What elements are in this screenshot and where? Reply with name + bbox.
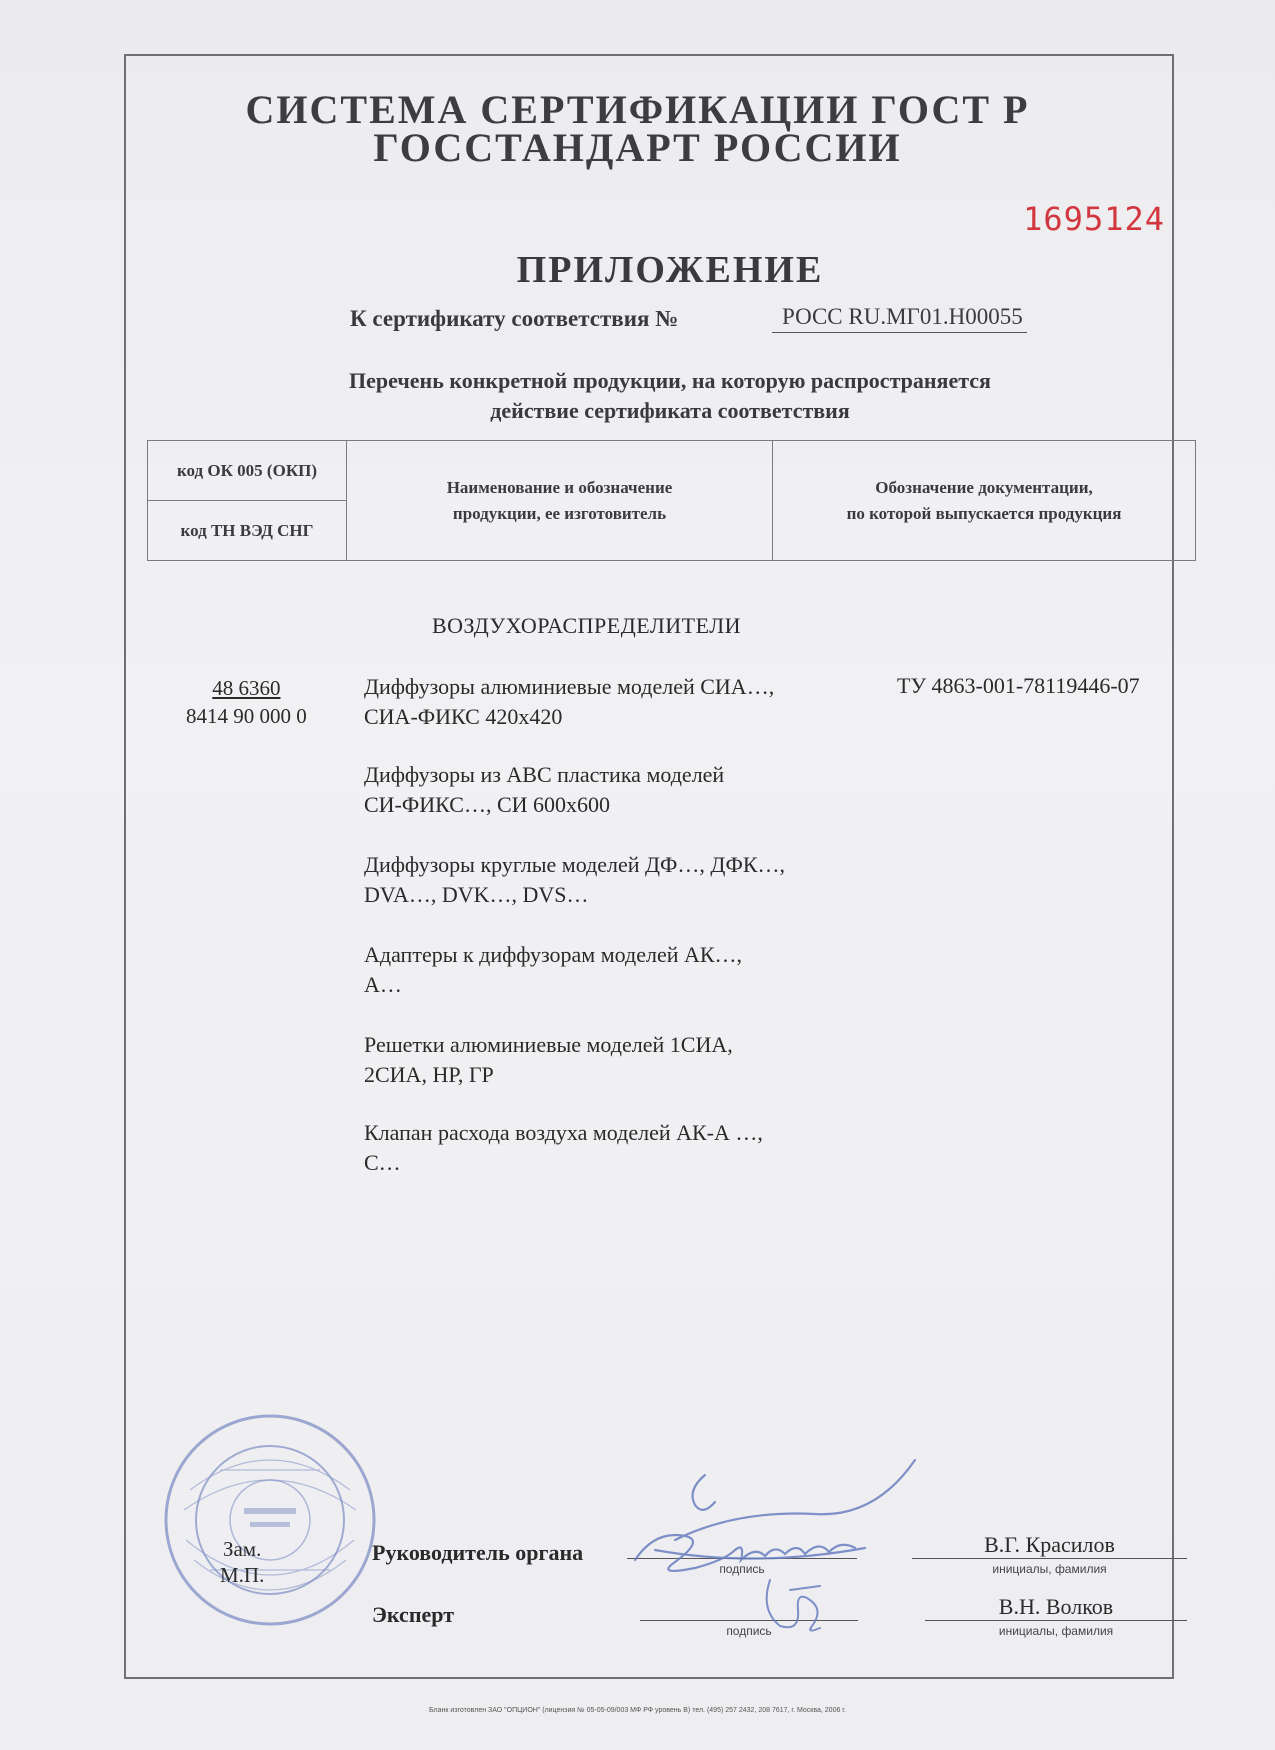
product-item bbox=[364, 940, 884, 1000]
expert-name: В.Н. Волков bbox=[998, 1594, 1114, 1619]
product-item bbox=[364, 850, 884, 910]
product-item-line2: 2СИА, НР, ГР bbox=[364, 1062, 494, 1087]
product-item-line1: Диффузоры круглые моделей ДФ…, ДФК…, bbox=[364, 852, 785, 877]
product-item-line2: DVA…, DVK…, DVS… bbox=[364, 882, 589, 907]
stamp-place-line1: Зам. bbox=[222, 1537, 262, 1561]
stamp-place-line2: М.П. bbox=[220, 1563, 265, 1587]
product-item-line1: Решетки алюминиевые моделей 1СИА, bbox=[364, 1032, 733, 1057]
subtitle-line-1: Перечень конкретной продукции, на которую распространяется bbox=[349, 368, 991, 393]
product-item-line2: СИА-ФИКС 420х420 bbox=[364, 704, 563, 729]
product-item-line1: Диффузоры алюминиевые моделей СИА…, bbox=[364, 674, 775, 699]
certificate-label: К сертификату соответствия № bbox=[350, 306, 679, 331]
product-item-line1: Адаптеры к диффузорам моделей АК…, bbox=[364, 942, 743, 967]
code-tnved-value: 8414 90 000 0 bbox=[186, 704, 307, 728]
expert-name-line bbox=[925, 1620, 1187, 1621]
header-code-tnved: код ТН ВЭД СНГ bbox=[148, 501, 347, 561]
code-okp-value: 48 6360 bbox=[212, 676, 281, 700]
product-item-line2: СИ-ФИКС…, СИ 600х600 bbox=[364, 792, 611, 817]
expert-name-caption: инициалы, фамилия bbox=[998, 1624, 1114, 1638]
product-item-line2: С… bbox=[364, 1150, 401, 1175]
product-item-line1: Диффузоры из АВС пластика моделей bbox=[364, 762, 725, 787]
product-item bbox=[364, 760, 884, 820]
header-documentation-line1: Обозначение документации, bbox=[875, 477, 1093, 497]
system-title: СИСТЕМА СЕРТИФИКАЦИИ ГОСТ Р bbox=[245, 87, 1030, 132]
header-code-okp: код ОК 005 (ОКП) bbox=[148, 441, 347, 501]
header-product-name-line1: Наименование и обозначение bbox=[446, 477, 673, 497]
product-item bbox=[364, 1030, 884, 1090]
product-item-line1: Клапан расхода воздуха моделей АК-А …, bbox=[364, 1120, 763, 1145]
subtitle-line-2: действие сертификата соответствия bbox=[490, 398, 850, 423]
standard-document: ТУ 4863-001-78119446-07 bbox=[897, 673, 1140, 698]
product-codes bbox=[186, 674, 307, 730]
certificate-number: РОСС RU.МГ01.Н00055 bbox=[772, 304, 1027, 333]
header-product-name-line2: продукции, ее изготовитель bbox=[452, 503, 667, 523]
expert-signature bbox=[750, 1570, 870, 1640]
serial-number: 1695124 bbox=[1023, 200, 1165, 238]
page-title: ПРИЛОЖЕНИЕ bbox=[516, 249, 824, 291]
head-signature-caption: подпись bbox=[719, 1562, 765, 1576]
header-product-name bbox=[347, 441, 773, 561]
head-name: В.Г. Красилов bbox=[984, 1532, 1115, 1557]
authority-title: ГОССТАНДАРТ РОССИИ bbox=[373, 125, 902, 170]
head-name-line bbox=[912, 1558, 1187, 1559]
product-item bbox=[364, 1118, 884, 1178]
columns-header-table bbox=[147, 440, 1196, 561]
expert-signature-caption: подпись bbox=[726, 1624, 772, 1638]
header-documentation bbox=[773, 441, 1196, 561]
expert-label: Эксперт bbox=[372, 1602, 455, 1627]
head-name-caption: инициалы, фамилия bbox=[992, 1562, 1107, 1576]
stamp-place bbox=[220, 1536, 264, 1588]
form-printer-info: Бланк изготовлен ЗАО "ОПЦИОН" (лицензия № 05-05-09/003 МФ РФ уровень В) тел. (495) 257 2432, 208 7617, г. Москва, 2006 г. bbox=[429, 1707, 846, 1714]
product-item-line2: А… bbox=[364, 972, 402, 997]
product-item bbox=[364, 672, 884, 732]
head-label: Руководитель органа bbox=[372, 1540, 584, 1565]
product-group-title: ВОЗДУХОРАСПРЕДЕЛИТЕЛИ bbox=[432, 613, 742, 638]
certificate-line bbox=[350, 304, 1023, 332]
header-documentation-line2: по которой выпускается продукция bbox=[846, 503, 1122, 523]
official-stamp bbox=[160, 1410, 380, 1630]
